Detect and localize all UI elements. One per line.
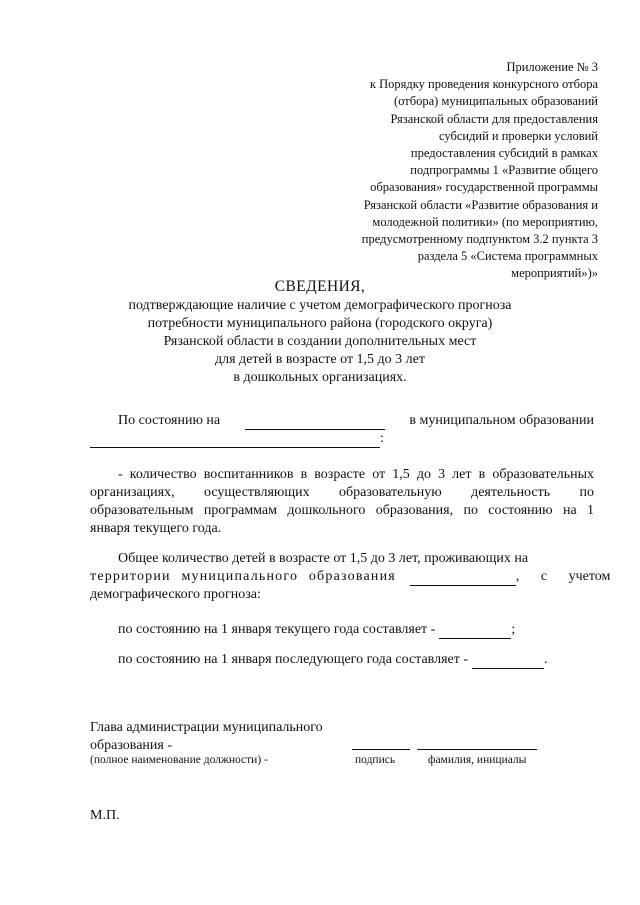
- title-line: потребности муниципального района (городского округа): [147, 316, 493, 331]
- state-end: :: [380, 431, 384, 446]
- appendix-line: Рязанской области «Развитие образования и: [363, 197, 598, 212]
- state-prefix: По состоянию на: [118, 413, 221, 428]
- pupils-line: образовательным программам дошкольного образования, по состоянию на 1: [90, 503, 594, 518]
- appendix-line: к Порядку проведения конкурсного отбора: [369, 77, 598, 92]
- next-year-end: .: [544, 652, 548, 667]
- total-line: демографического прогноза:: [90, 587, 261, 602]
- signature-caption: подпись: [355, 754, 396, 766]
- current-year-field[interactable]: [439, 624, 511, 639]
- title-heading: СВЕДЕНИЯ,: [274, 278, 366, 295]
- date-field[interactable]: [245, 415, 385, 430]
- total-line: Общее количество детей в возрасте от 1,5 до 3 лет, проживающих на: [118, 551, 529, 566]
- total-prefix: территории муниципального образования: [90, 569, 396, 584]
- name-caption: фамилия, инициалы: [428, 754, 527, 766]
- signatory-line: Глава администрации муниципального: [90, 720, 323, 735]
- title-line: подтверждающие наличие с учетом демографического прогноза: [128, 298, 512, 313]
- signatory-line: образования -: [90, 738, 173, 753]
- document-title: [110, 277, 530, 387]
- appendix-line: мероприятий»)»: [511, 266, 598, 281]
- state-suffix: в муниципальном образовании: [409, 413, 594, 428]
- current-year-text: по состоянию на 1 января текущего года составляет -: [118, 622, 436, 637]
- appendix-line: подпрограммы 1 «Развитие общего: [410, 163, 598, 178]
- title-line: Рязанской области в создании дополнительных мест: [163, 334, 477, 349]
- total-paragraph: [90, 550, 611, 604]
- name-field[interactable]: [417, 748, 537, 750]
- stamp-place: М.П.: [90, 808, 120, 823]
- pupils-line: организациях, осуществляющих образовательную деятельность по: [90, 485, 594, 500]
- municipality-line: [90, 430, 390, 448]
- total-territory-line: [90, 568, 611, 586]
- appendix-line: (отбора) муниципальных образований: [394, 94, 598, 109]
- pupils-line: января текущего года.: [90, 521, 222, 536]
- current-year-line: [118, 621, 548, 639]
- next-year-field[interactable]: [472, 654, 544, 669]
- appendix-line: предусмотренному подпунктом 3.2 пункта 3: [361, 232, 598, 247]
- appendix-line: раздела 5 «Система программных: [417, 249, 598, 264]
- appendix-line: субсидий и проверки условий: [438, 128, 598, 143]
- position-caption: (полное наименование должности) -: [90, 754, 268, 766]
- pupils-line: - количество воспитанников в возрасте от 1,5 до 3 лет в образовательных: [118, 467, 594, 482]
- next-year-line: [118, 651, 588, 669]
- appendix-line: Приложение № 3: [506, 60, 598, 74]
- pupils-paragraph: [90, 466, 594, 538]
- signature-field[interactable]: [352, 748, 410, 750]
- signatory-title: [90, 719, 323, 755]
- current-year-end: ;: [511, 622, 516, 637]
- municipality-field[interactable]: [90, 433, 380, 448]
- title-line: для детей в возрасте от 1,5 до 3 лет: [215, 352, 425, 367]
- state-line: [118, 412, 594, 430]
- appendix-line: образования» государственной программы: [370, 180, 598, 195]
- appendix-line: предоставления субсидий в рамках: [410, 146, 598, 161]
- appendix-header: [298, 59, 598, 283]
- territory-field[interactable]: [410, 571, 516, 586]
- appendix-line: молодежной политики» (по мероприятию,: [372, 214, 598, 229]
- appendix-line: Рязанской области для предоставления: [390, 111, 598, 126]
- next-year-text: по состоянию на 1 января последующего года составляет -: [118, 652, 469, 667]
- total-suffix: , с учетом: [515, 569, 611, 584]
- title-line: в дошкольных организациях.: [233, 370, 407, 385]
